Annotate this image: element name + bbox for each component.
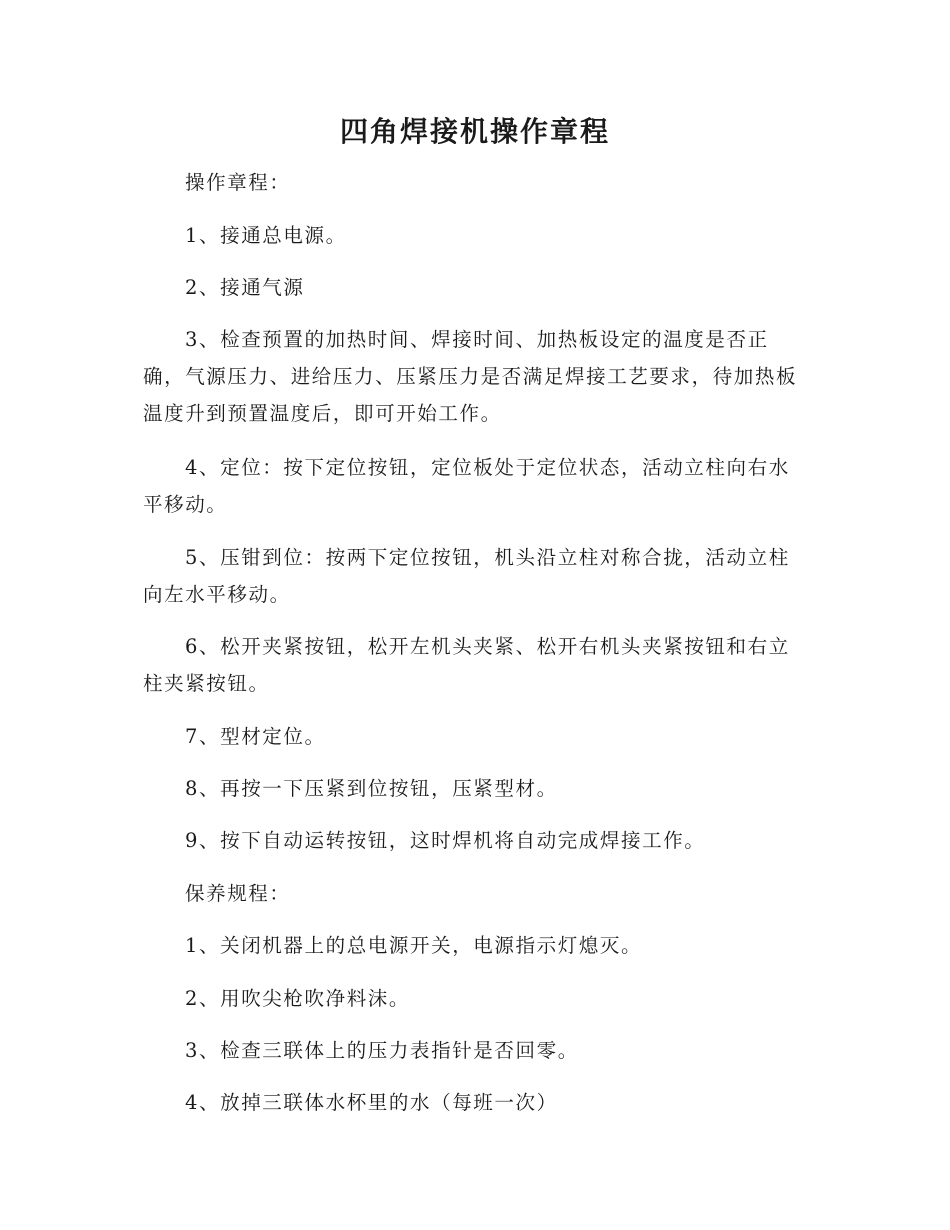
maintenance-step-3: 3、检查三联体上的压力表指针是否回零。 [185, 1039, 579, 1062]
maintenance-step-1: 1、关闭机器上的总电源开关，电源指示灯熄灭。 [185, 934, 643, 957]
operation-step-2: 2、接通气源 [185, 276, 305, 299]
operation-step-7: 7、型材定位。 [185, 725, 326, 748]
section-heading-maintenance: 保养规程： [185, 882, 291, 905]
maintenance-step-4: 4、放掉三联体水杯里的水（每班一次） [185, 1091, 558, 1114]
operation-step-6: 6、松开夹紧按钮，松开左机头夹紧、松开右机头夹紧按钮和右立柱夹紧按钮。 [143, 635, 790, 695]
section-heading-operation: 操作章程： [185, 171, 291, 194]
operation-step-8: 8、再按一下压紧到位按钮，压紧型材。 [185, 777, 558, 800]
operation-step-5: 5、压钳到位：按两下定位按钮，机头沿立柱对称合拢，活动立柱向左水平移动。 [143, 546, 790, 606]
maintenance-step-2: 2、用吹尖枪吹净料沫。 [185, 987, 411, 1010]
document-title: 四角焊接机操作章程 [339, 115, 610, 148]
operation-step-4: 4、定位：按下定位按钮，定位板处于定位状态，活动立柱向右水平移动。 [143, 456, 790, 516]
operation-step-3: 3、检查预置的加热时间、焊接时间、加热板设定的温度是否正确，气源压力、进给压力、压紧压力是否满足焊接工艺要求，待加热板温度升到预置温度后，即可开始工作。 [143, 328, 798, 425]
operation-step-9: 9、按下自动运转按钮，这时焊机将自动完成焊接工作。 [185, 829, 706, 852]
operation-step-1: 1、接通总电源。 [185, 224, 347, 247]
